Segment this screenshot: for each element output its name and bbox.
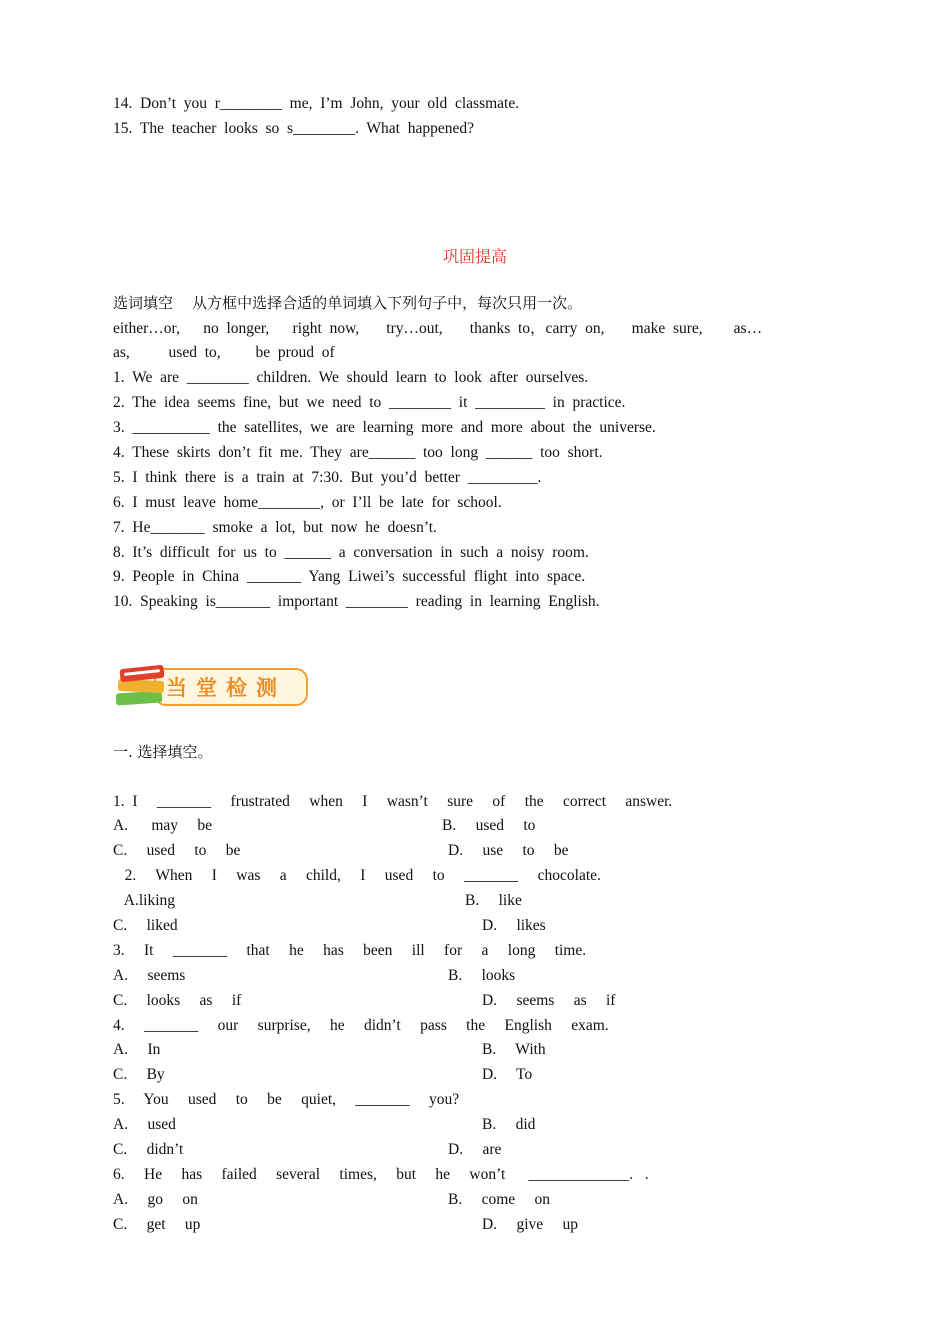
fill-item: 6. I must leave home________, or I’ll be late for school.	[113, 494, 502, 511]
mc-option: B. With	[482, 1041, 546, 1058]
fill-item: 5. I think there is a train at 7:30. But you’d better _________.	[113, 469, 542, 486]
mc-option: D. likes	[482, 917, 546, 934]
mc-option: A. used	[113, 1116, 176, 1133]
mc-option: A. may be	[113, 817, 213, 834]
banner-label: 当堂检测	[166, 676, 286, 700]
mc-option: A. seems	[113, 967, 186, 984]
mc-option: B. come on	[448, 1191, 551, 1208]
mc-option: D. are	[448, 1141, 502, 1158]
mc-question-stem: 2. When I was a child, I used to _______ chocolate.	[113, 867, 601, 884]
fill-item: 2. The idea seems fine, but we need to ________ it _________ in practice.	[113, 394, 626, 411]
fill-item: 1. We are ________ children. We should learn to look after ourselves.	[113, 369, 589, 386]
mc-option: C. didn’t	[113, 1141, 184, 1158]
mc-option: C. get up	[113, 1216, 201, 1233]
fill-item: 10. Speaking is_______ important ________ reading in learning English.	[113, 593, 600, 610]
mc-option: C. By	[113, 1066, 165, 1083]
fill-item-15: 15. The teacher looks so s________. What happened?	[113, 120, 475, 137]
word-bank-line-2: as, used to, be proud of	[113, 344, 335, 361]
mc-option: D. To	[482, 1066, 533, 1083]
mc-option: C. looks as if	[113, 992, 242, 1009]
section-title: 巩固提高	[442, 247, 507, 266]
part-one-heading: 一. 选择填空。	[113, 743, 213, 761]
word-bank-line-1: either…or, no longer, right now, try…out, thanks to，carry on, make sure, as…	[113, 320, 763, 337]
mc-option: A.liking	[113, 892, 176, 909]
fill-item: 8. It’s difficult for us to ______ a conversation in such a noisy room.	[113, 544, 589, 561]
fill-item: 7. He_______ smoke a lot, but now he doesn’t.	[113, 519, 437, 536]
mc-option: D. give up	[482, 1216, 579, 1233]
fill-item: 9. People in China _______ Yang Liwei’s successful flight into space.	[113, 568, 586, 585]
mc-option: D. use to be	[448, 842, 569, 859]
mc-option: A. go on	[113, 1191, 198, 1208]
mc-option: C. used to be	[113, 842, 241, 859]
mc-option: B. did	[482, 1116, 536, 1133]
mc-question-stem: 3. It _______ that he has been ill for a long time.	[113, 942, 587, 959]
mc-option: B. like	[465, 892, 522, 909]
instructions: 选词填空 从方框中选择合适的单词填入下列句子中，每次只用一次。	[113, 294, 583, 312]
fill-item: 4. These skirts don’t fit me. They are______ too long ______ too short.	[113, 444, 603, 461]
mc-option: B. looks	[448, 967, 516, 984]
fill-item-14: 14. Don’t you r________ me, I’m John, your old classmate.	[113, 95, 520, 112]
mc-question-stem: 4. _______ our surprise, he didn’t pass the English exam.	[113, 1017, 609, 1034]
mc-question-stem: 6. He has failed several times, but he won’t _____________. .	[113, 1166, 649, 1183]
fill-item: 3. __________ the satellites, we are learning more and more about the universe.	[113, 419, 656, 436]
mc-question-stem: 5. You used to be quiet, _______ you?	[113, 1091, 460, 1108]
mc-option: A. In	[113, 1041, 161, 1058]
mc-option: C. liked	[113, 917, 178, 934]
mc-option: B. used to	[442, 817, 536, 834]
mc-option: D. seems as if	[482, 992, 616, 1009]
mc-question-stem: 1. I _______ frustrated when I wasn’t sure of the correct answer.	[113, 793, 673, 810]
section-banner	[114, 662, 310, 712]
